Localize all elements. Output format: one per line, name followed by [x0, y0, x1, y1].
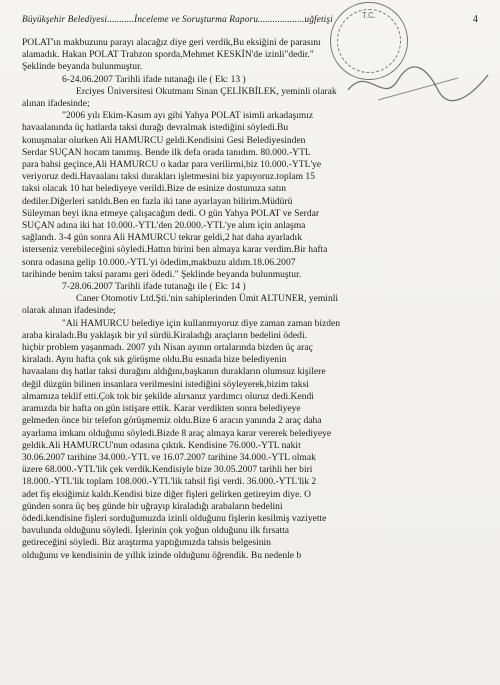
body-line: 7-28.06.2007 Tarihli ifade tutanağı ile ( Ek: 14 )	[62, 281, 246, 293]
body-line: 18.000.-YTL'lik toplam 108.000.-YTL'lik tahsil fişi verdi. 36.000.-YTL'lik 2	[22, 476, 317, 488]
body-line: alınan ifadesinde;	[22, 98, 90, 110]
body-line: SUÇAN adına iki hat 10.000.-YTL'den 20.000.-YTL'ye alım için anlaşma	[22, 220, 306, 232]
body-line: aramızda bir hafta on gün istişare ettik. Karar verdikten sonra belediyeye	[22, 403, 301, 415]
body-line: havaalanında üç hatlarda taksi durağı devralmak istediğini söyledi.Bu	[22, 122, 289, 134]
body-line: olduğunu ve kendisinin de yıllık izinde olduğunu öğrendik. Bu nedenle b	[22, 549, 302, 561]
body-line: 6-24.06.2007 Tarihli ifade tutanağı ile ( Ek: 13 )	[62, 73, 246, 85]
body-line: araba kiraladı.Bu yaklaşık bir yıl sürdü.Kiraladığı araçların bedelini ödedi.	[22, 329, 307, 341]
body-line: Caner Otomotiv Ltd.Şti.'nin sahiplerinden Ümit ALTUNER, yeminli	[76, 293, 339, 305]
body-line: alamadık. Hakan POLAT Trabzon sporda,Mehmet KESKİN'de izinli"dedir."	[22, 49, 314, 61]
body-line: havaalanı dış hatlar taksi durağını aldığını,başkanın durakların olumsuz kişilere	[22, 366, 326, 378]
stamp-text: T.C.	[361, 11, 377, 20]
page-number: 4	[472, 14, 478, 25]
body-line: ödedi.kendisine fişleri sorduğumuzda izinli olduğunu fişlerin kesilmiş vaziyette	[22, 512, 327, 524]
body-line: gelmeden önce bir telefon görüşmemiz oldu.Bize 6 aracın yanında 2 araç daha	[22, 415, 322, 427]
body-line: "2006 yılı Ekim-Kasım ayı gibi Yahya POLAT isimli arkadaşımız	[62, 110, 314, 122]
body-line: para bahsi geçince,Ali HAMURCU o kadar para verilirmi,biz 10.000.-YTL'ye	[22, 159, 322, 171]
body-line: getireceğini söyledi. Biz araştırma yaptığımızda tahsis belgesinin	[22, 537, 271, 549]
body-line: veriyoruz dedi.Havaalanı taksi durakları işletmesini biz yapıyoruz.toplam 15	[22, 171, 315, 183]
body-line: taksi olacak 10 hat belediyeye verildi.Bize de esinize dostunuza satın	[22, 183, 287, 195]
body-line: almamıza teklif etti.Çok tok bir şekilde alırsanız yardımcı oluruz dedi.Kendi	[22, 390, 314, 402]
body-line: Serdar SUÇAN hocam tanımış. Bende ilk defa orada tanıdım. 80.000.-YTL	[22, 146, 311, 158]
body-line: geldik.Ali HAMURCU'nun odasına çıktık. Kendisine 76.000.-YTL nakit	[22, 439, 301, 451]
header-title: Büyükşehir Belediyesi...........İnceleme ve Soruşturma Raporu...................uğfetişi	[22, 14, 333, 25]
body-line: "Ali HAMURCU belediye için kullanmıyoruz diye zaman zaman bizden	[62, 317, 341, 329]
body-line: olarak alınan ifadesinde;	[22, 305, 116, 317]
body-line: dediler.Diğerleri satıldı.Ben en fazla iki tane ayarlayan bilirim.Müdürü	[22, 195, 293, 207]
body-line: günden sonra üç beş günde bir uğrayıp kiraladığı arabaların bedelini	[22, 500, 283, 512]
body-line: bavulunda olduğunu söyledi. İşlerinin çok yoğun olduğunu ilk fırsatta	[22, 525, 290, 537]
body-line: 30.06.2007 tarihine 34.000.-YTL ve 16.07.2007 tarihine 34.000.-YTL olmak	[22, 451, 316, 463]
body-line: Şeklinde beyanda bulunmuştur.	[22, 61, 143, 73]
body-line: Erciyes Üniversitesi Okutmanı Sinan ÇELİKBİLEK, yeminli olarak	[76, 85, 337, 97]
body-line: hiçbir problem yaşanmadı. 2007 yılı Nisan ayının ortalarında bizden üç araç	[22, 342, 313, 354]
body-line: sonra odasına gelip 10.000.-YTL'yi ödedim,makbuzu aldım.18.06.2007	[22, 256, 296, 268]
body-line: isterseniz verebileceğini söyledi.Hattın birini ben almaya karar verdim.Bir hafta	[22, 244, 328, 256]
body-line: sağlandı. 3-4 gün sonra Ali HAMURCU tekrar geldi,2 hat daha ayarladık	[22, 232, 302, 244]
handwritten-signature	[338, 60, 500, 110]
body-line: ayarlama imkanı olduğunu söyledi.Bizde 8 araç almaya karar vererek belediyeye	[22, 427, 332, 439]
page-header	[22, 14, 484, 25]
body-line: değil düzgün bilinen insanlara verilmesini istediğini söyleyerek,bizim taksi	[22, 378, 309, 390]
body-line: POLAT'ın makbuzunu parayı alacağız diye geri verdik,Bu eksiğini de parasını	[22, 37, 321, 48]
document-body	[22, 37, 484, 562]
body-line: üzere 68.000.-YTL'lik çek verdik.Kendisiyle bize 30.05.2007 tarihli her biri	[22, 464, 313, 476]
body-line: adet fiş eksiğimiz kaldı.Kendisi bize diğer fişleri gelirken getireyim diye. O	[22, 488, 311, 500]
body-line: konuşmalar olurken Ali HAMURCU geldi.Kendisini Gesi Belediyesinden	[22, 134, 306, 146]
body-line: tarihinde benim taksi paramı geri ödedi." Şeklinde beyanda bulunmuştur.	[22, 268, 302, 280]
body-line: kiraladı. Aynı hafta çok sık görüşme oldu.Bu esnada bize belediyenin	[22, 354, 287, 366]
body-line: Süleyman beyi ikna etmeye çalışacağım dedi. O gün Yahya POLAT ve Serdar	[22, 207, 320, 219]
